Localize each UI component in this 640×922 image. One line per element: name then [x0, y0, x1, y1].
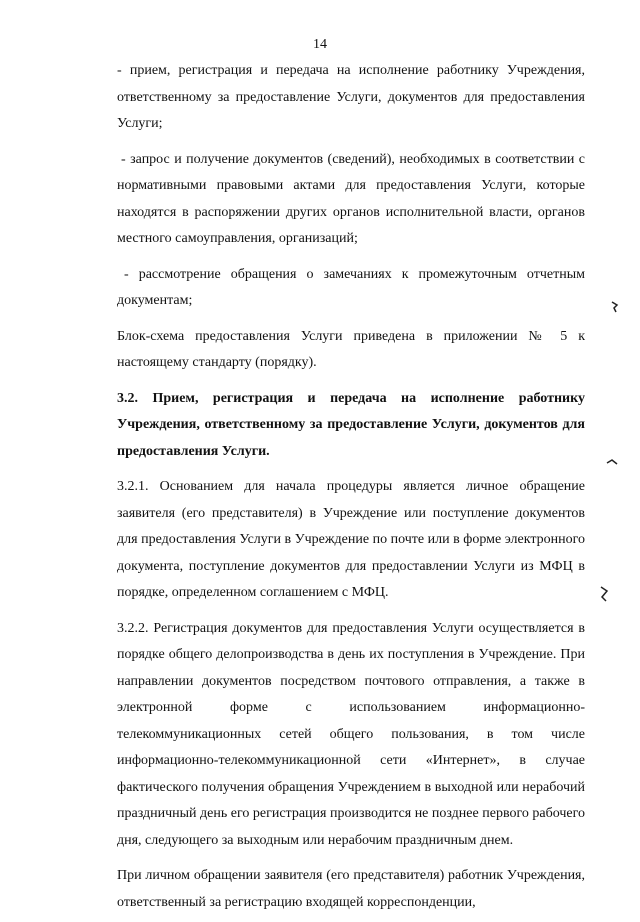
paragraph-3-2-1: 3.2.1. Основанием для начала процедуры является личное обращение заявителя (его представителя) в Учреждение или поступление документов для предоставления Услуги в Учреждение по почте или в форме электронного документа, поступление документов для предоставлении Услуги из МФЦ в порядке, определенном соглашением с МФЦ. [117, 479, 585, 600]
scan-mark-2 [606, 458, 618, 468]
paragraph-2: - запрос и получение документов (сведений), необходимых в соответствии с нормативными правовыми актами для предоставления Услуги, которые находятся в распоряжении других органов исполнительной власти, органов местного самоуправления, организаций; [117, 151, 585, 246]
paragraph-3: - рассмотрение обращения о замечаниях к промежуточным отчетным документам; [117, 266, 585, 308]
section-heading-3-2: 3.2. Прием, регистрация и передача на исполнение работнику Учреждения, ответственному за предоставление Услуги, документов для предоставления Услуги. [117, 390, 585, 459]
scan-mark-1 [610, 300, 620, 314]
scan-mark-3 [598, 585, 610, 603]
paragraph-4: Блок-схема предоставления Услуги приведена в приложении № 5 к настоящему стандарту (порядку). [117, 328, 585, 370]
document-body [117, 58, 585, 922]
paragraph-personal-appeal: При личном обращении заявителя (его представителя) работник Учреждения, ответственный за регистрацию входящей корреспонденции, [117, 868, 585, 910]
paragraph-1: - прием, регистрация и передача на исполнение работнику Учреждения, ответственному за предоставление Услуги, документов для предоставления Услуги; [117, 63, 585, 131]
paragraph-3-2-2: 3.2.2. Регистрация документов для предоставления Услуги осуществляется в порядке общего делопроизводства в день их поступления в Учреждение. При направлении документов посредством почтового отправления, а также в электронной форме с использованием информационно-телекоммуникационных сетей общего пользования, в том числе информационно-телекоммуникационной сети «Интернет», в случае фактического получения обращения Учреждением в выходной или нерабочий праздничный день его регистрация производится не позднее первого рабочего дня, следующего за выходным или нерабочим праздничным днем. [117, 620, 585, 848]
page-number: 14 [313, 37, 327, 52]
